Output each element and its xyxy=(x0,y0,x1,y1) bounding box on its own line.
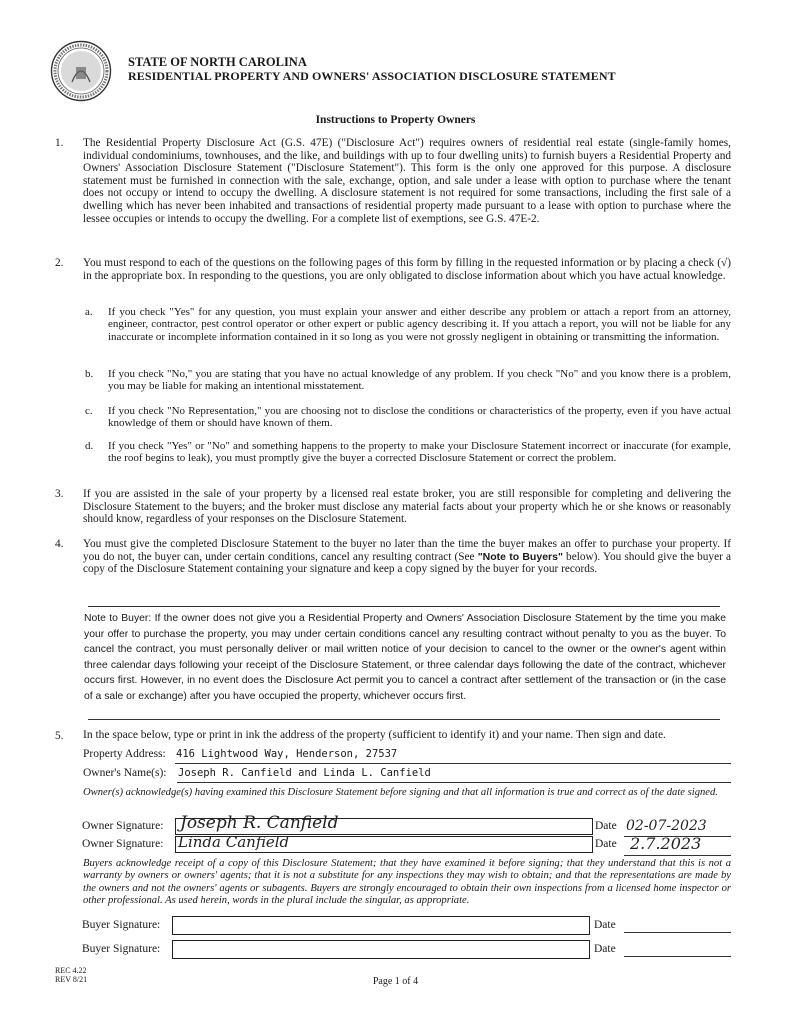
date-label: Date xyxy=(594,919,616,931)
owner-acknowledgment: Owner(s) acknowledge(s) having examined this Disclosure Statement before signing and that all information is true and correct as of the date signed. xyxy=(83,787,718,798)
form-title: RESIDENTIAL PROPERTY AND OWNERS' ASSOCIATION DISCLOSURE STATEMENT xyxy=(128,69,616,83)
note-to-buyer: Note to Buyer: If the owner does not give you a Residential Property and Owners' Association Disclosure Statement by the time you make your offer to purchase the property, you may under certain conditions cancel any resulting contract without penalty to you as the buyer. To cancel the contract, you must personally deliver or mail written notice of your decision to cancel to the owner or the owner's agent within three calendar days following your receipt of the Disclosure Statement, or three calendar days following the date of the contract, whichever occurs first. However, in no event does the Disclosure Act permit you to cancel a contract after settlement of the transaction or (in the case of a sale or exchange) after you have occupied the property, whichever occurs first. xyxy=(84,613,726,702)
date-label: Date xyxy=(594,943,616,955)
subitem-b: If you check "No," you are stating that you have no actual knowledge of any problem. If you check "No" and you know there is a problem, you may be liable for making an intentional misstatement. xyxy=(108,368,731,393)
item-number: 2. xyxy=(55,257,64,269)
date-underline xyxy=(624,855,731,856)
note-divider-bottom xyxy=(88,719,720,720)
section5-instruction: In the space below, type or print in ink the address of the property (sufficient to identify it) and your name. Then sign and date. xyxy=(83,729,666,741)
subitem-letter: a. xyxy=(85,306,93,318)
buyer-signature-label: Buyer Signature: xyxy=(82,919,161,931)
item-number: 4. xyxy=(55,538,64,550)
buyer-signature-box-1[interactable] xyxy=(172,916,590,935)
owner-signature-label: Owner Signature: xyxy=(82,820,164,832)
date-underline[interactable] xyxy=(624,932,731,933)
state-heading: STATE OF NORTH CAROLINA xyxy=(128,55,307,69)
address-label: Property Address: xyxy=(83,748,166,760)
form-code-text: REC 4.22 xyxy=(55,966,87,975)
owner-date-2[interactable]: 2.7.2023 xyxy=(630,834,702,853)
item-number: 3. xyxy=(55,488,64,500)
instruction-item-3: If you are assisted in the sale of your property by a licensed real estate broker, you are still responsible for completing and delivering the Disclosure Statement to the buyers; and the broker must disclose any material facts about your property which he or she knows or reasonably should know, regardless of your responses on the Disclosure Statement. xyxy=(83,488,731,526)
property-address-field[interactable]: 416 Lightwood Way, Henderson, 27537 xyxy=(176,748,398,760)
owner-signature-2: Linda Canfield xyxy=(178,833,290,851)
instruction-item-2: You must respond to each of the questions on the following pages of this form by filling in the requested information or by placing a check (√) in the appropriate box. In responding to the questions, you are only obligated to disclose information about which you have actual knowledge. xyxy=(83,257,731,282)
instruction-item-4: You must give the completed Disclosure Statement to the buyer no later than the time the buyer makes an offer to purchase your property. If you do not, the buyer can, under certain conditions, cancel any resulting contract (See "Note to Buyers" below). You should give the buyer a copy of the Disclosure Statement containing your signature and keep a copy signed by the buyer for your records. xyxy=(83,538,731,576)
buyer-signature-box-2[interactable] xyxy=(172,940,590,959)
owner-signature-label: Owner Signature: xyxy=(82,838,164,850)
owners-label: Owner's Name(s): xyxy=(83,767,167,779)
address-underline xyxy=(175,763,731,764)
item-number: 1. xyxy=(55,137,64,149)
owner-signature-1: Joseph R. Canfield xyxy=(180,813,339,833)
note-divider-top xyxy=(88,606,720,607)
page-number: Page 1 of 4 xyxy=(372,976,419,987)
date-label: Date xyxy=(595,838,617,850)
instructions-title: Instructions to Property Owners xyxy=(315,114,476,126)
subitem-c: If you check "No Representation," you are choosing not to disclose the conditions or characteristics of the property, even if you have actual knowledge of them or should have known of them. xyxy=(108,405,731,430)
subitem-letter: c. xyxy=(85,405,93,417)
subitem-d: If you check "Yes" or "No" and something happens to the property to make your Disclosure Statement incorrect or inaccurate (for example, the roof begins to leak), you must promptly give the buyer a corrected Disclosure Statement or correct the problem. xyxy=(108,440,731,465)
date-underline[interactable] xyxy=(624,956,731,957)
subitem-a: If you check "Yes" for any question, you must explain your answer and either describe any problem or attach a report from an attorney, engineer, contractor, pest control operator or other expert or public agency describing it. If you attach a report, you will not be liable for any inaccurate or incomplete information contained in it so long as you were not grossly negligent in obtaining or transmitting the information. xyxy=(108,306,731,343)
owners-underline xyxy=(177,782,731,783)
item-number: 5. xyxy=(55,730,64,742)
buyer-signature-label: Buyer Signature: xyxy=(82,943,161,955)
nc-state-seal-icon xyxy=(50,40,112,102)
subitem-letter: b. xyxy=(85,368,94,380)
owner-signature-box-2[interactable] xyxy=(175,833,593,853)
owner-names-field[interactable]: Joseph R. Canfield and Linda L. Canfield xyxy=(178,767,431,779)
buyer-acknowledgment: Buyers acknowledge receipt of a copy of this Disclosure Statement; that they have examined it before signing; that they understand that this is not a warranty by owners or owners' agents; that it is not a substitute for any inspections they may wish to obtain; and that the representations are made by the owners and not the owners' agents or subagents. Buyers are strongly encouraged to obtain their own inspections from a licensed home inspector or other professional. As used herein, words in the plural include the singular, as appropriate. xyxy=(83,858,731,907)
date-label: Date xyxy=(595,820,617,832)
owner-date-1[interactable]: 02-07-2023 xyxy=(626,818,707,834)
subitem-letter: d. xyxy=(85,440,94,452)
revision-text: REV 8/21 xyxy=(55,975,88,984)
instruction-item-1: The Residential Property Disclosure Act (G.S. 47E) ("Disclosure Act") requires owners of residential real estate (single-family homes, individual condominiums, townhouses, and the like, and buildings with up to four dwelling units) to furnish buyers a Residential Property and Owners' Association Disclosure Statement ("Disclosure Statement"). This form is the only one approved for this purpose. A disclosure statement must be furnished in connection with the sale, exchange, option, and sale under a lease with option to purchase where the tenant does not occupy or intend to occupy the dwelling. A disclosure statement is not required for some transactions, including the first sale of a dwelling which has never been inhabited and transactions of residential property made pursuant to a lease with option to purchase where the lessee occupies or intends to occupy the dwelling. For a complete list of exemptions, see G.S. 47E-2. xyxy=(83,137,731,225)
